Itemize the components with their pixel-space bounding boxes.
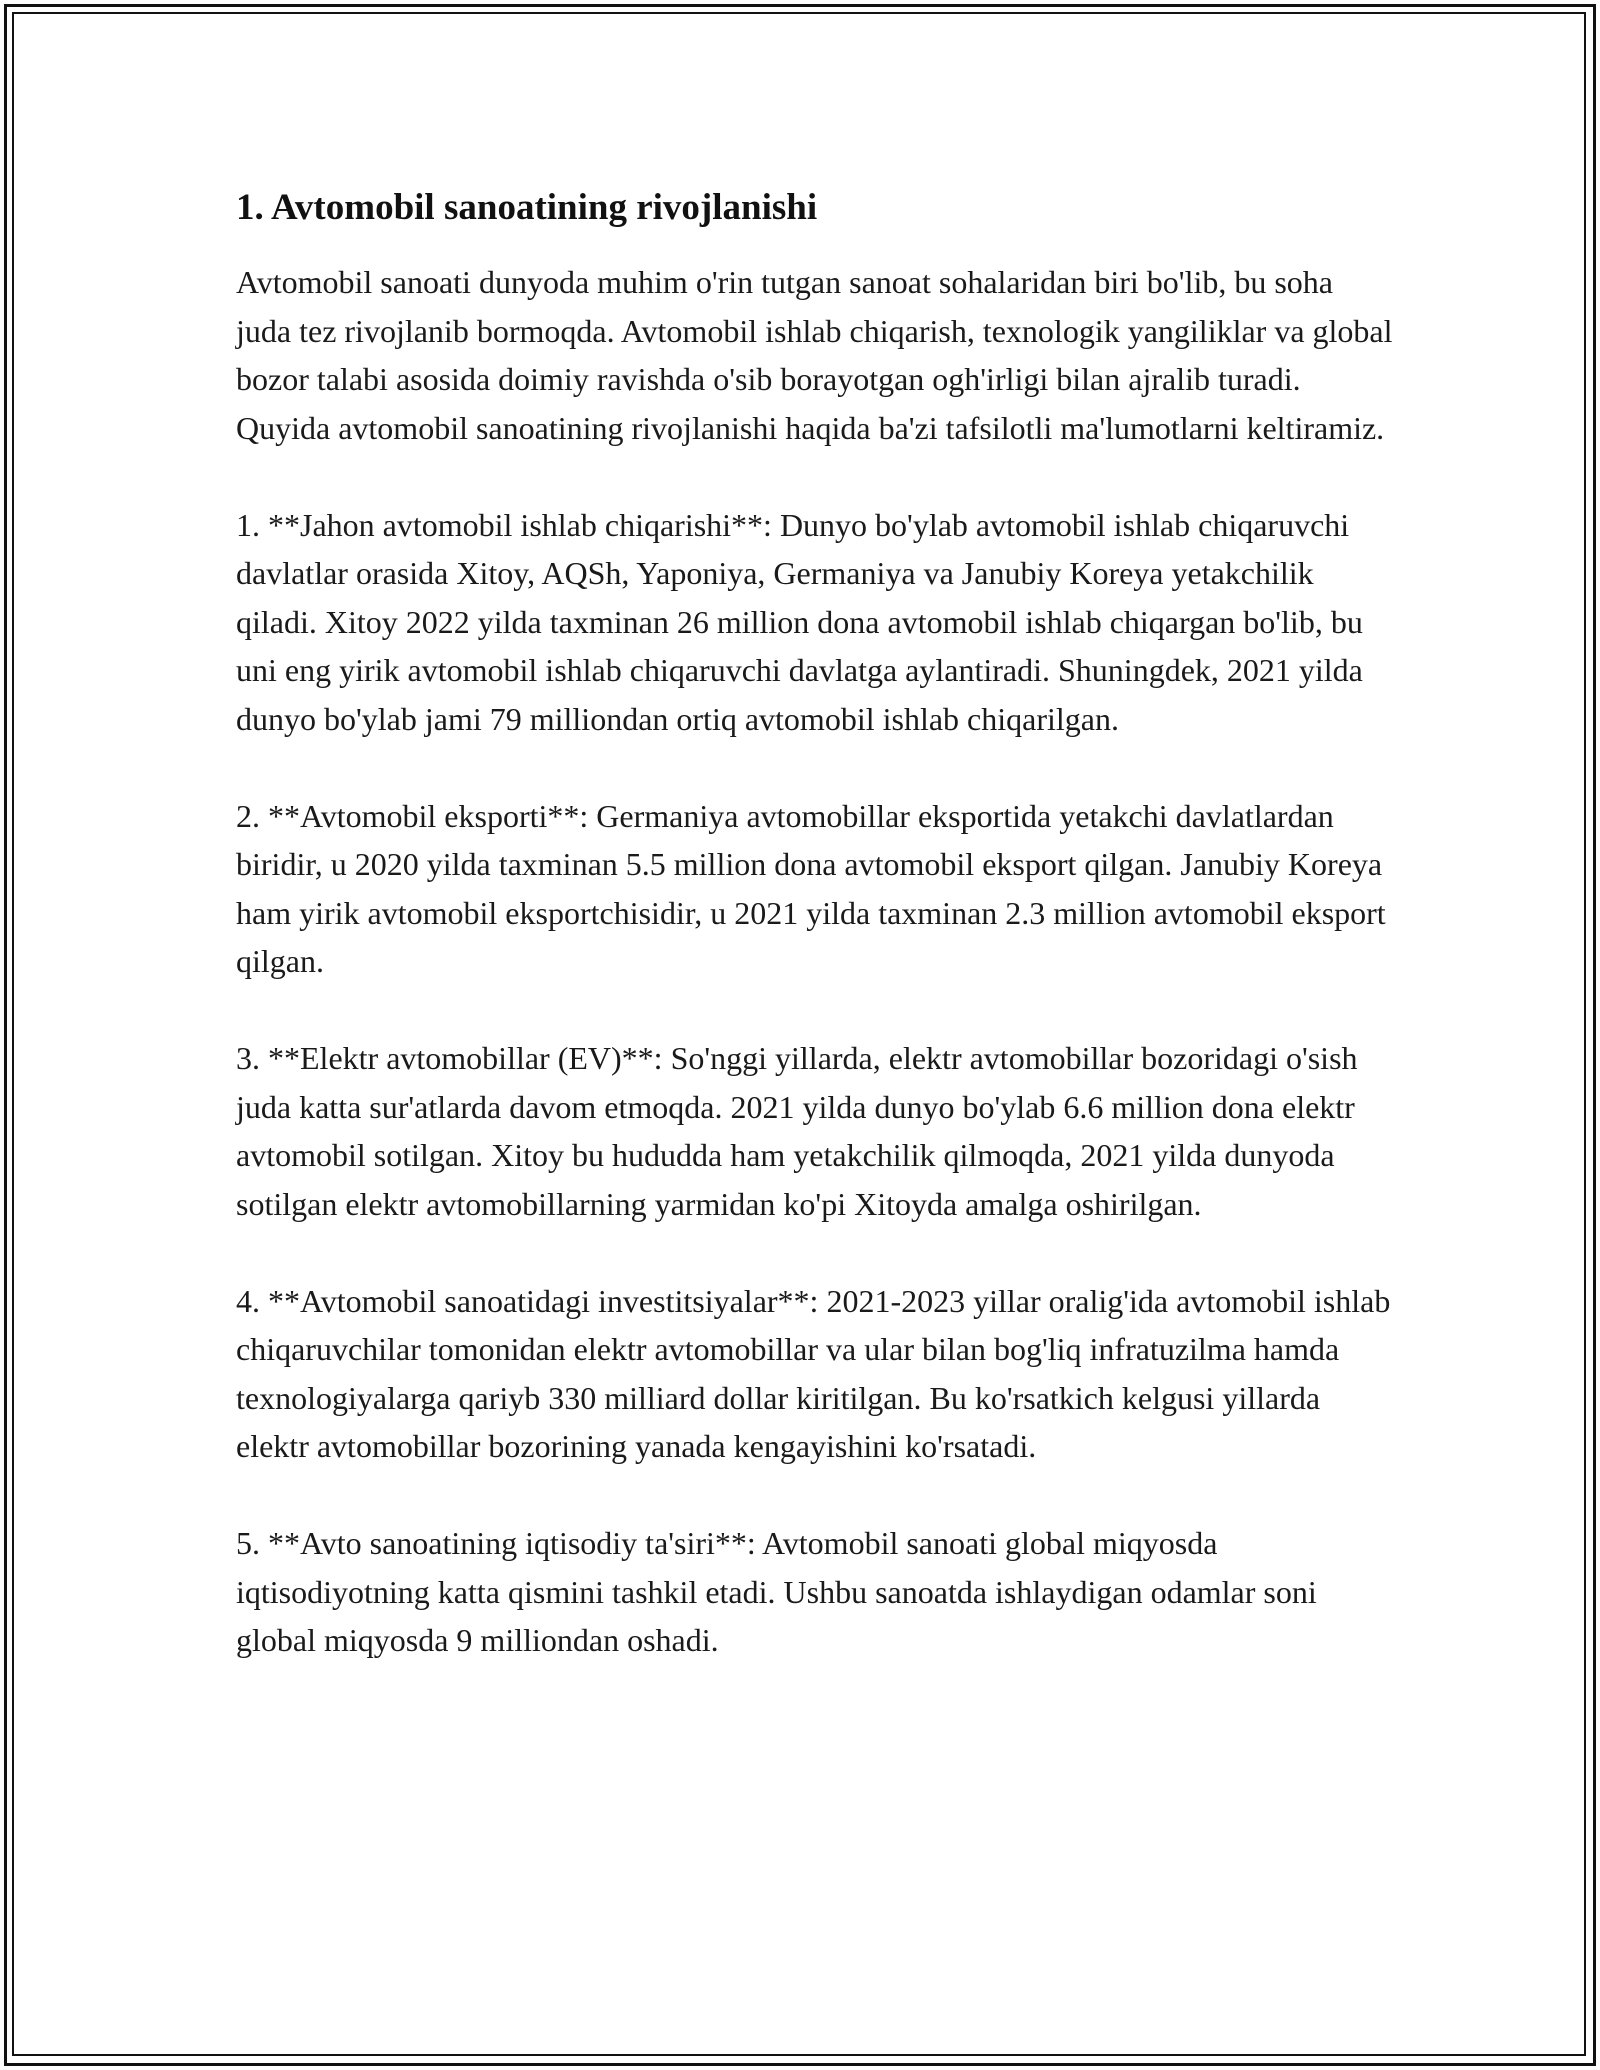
intro-paragraph: Avtomobil sanoati dunyoda muhim o'rin tutgan sanoat sohalaridan biri bo'lib, bu soha juda tez rivojlanib bormoqda. Avtomobil ishlab chiqarish, texnologik yangiliklar va global bozor talabi asosida doimiy ravishda o'sib borayotgan ogh'irligi bilan ajralib turadi. Quyida avtomobil sanoatining rivojlanishi haqida ba'zi tafsilotli ma'lumotlarni keltiramiz. (236, 264, 1393, 446)
list-item-export: 2. **Avtomobil eksporti**: Germaniya avtomobillar eksportida yetakchi davlatlardan biridir, u 2020 yilda taxminan 5.5 million dona avtomobil eksport qilgan. Janubiy Koreya ham yirik avtomobil eksportchisidir, u 2021 yilda taxminan 2.3 million avtomobil eksport qilgan. (236, 797, 1386, 979)
section-heading: 1. Avtomobil sanoatining rivojlanishi (236, 187, 818, 228)
list-item-investments: 4. **Avtomobil sanoatidagi investitsiyalar**: 2021-2023 yillar oralig'ida avtomobil ishlab chiqaruvchilar tomonidan elektr avtomobillar va ular bilan bog'liq infratuzilma hamda texnologiyalarga qariyb 330 milliard dollar kiritilgan. Bu ko'rsatkich kelgusi yillarda elektr avtomobillar bozorining yanada kengayishini ko'rsatadi. (236, 1282, 1391, 1464)
list-item-electric-vehicles: 3. **Elektr avtomobillar (EV)**: So'nggi yillarda, elektr avtomobillar bozoridagi o'sish juda katta sur'atlarda davom etmoqda. 2021 yilda dunyo bo'ylab 6.6 million dona elektr avtomobil sotilgan. Xitoy bu hududda ham yetakchilik qilmoqda, 2021 yilda dunyoda sotilgan elektr avtomobillarning yarmidan ko'pi Xitoyda amalga oshirilgan. (236, 1040, 1358, 1222)
document-body (236, 186, 1396, 1665)
list-item-economic-impact: 5. **Avto sanoatining iqtisodiy ta'siri**: Avtomobil sanoati global miqyosda iqtisodiyotning katta qismini tashkil etadi. Ushbu sanoatda ishlaydigan odamlar soni global miqyosda 9 milliondan oshadi. (236, 1525, 1317, 1658)
list-item-production: 1. **Jahon avtomobil ishlab chiqarishi**: Dunyo bo'ylab avtomobil ishlab chiqaruvchi davlatlar orasida Xitoy, AQSh, Yaponiya, Germaniya va Janubiy Koreya yetakchilik qiladi. Xitoy 2022 yilda taxminan 26 million dona avtomobil ishlab chiqargan bo'lib, bu uni eng yirik avtomobil ishlab chiqaruvchi davlatga aylantiradi. Shuningdek, 2021 yilda dunyo bo'ylab jami 79 milliondan ortiq avtomobil ishlab chiqarilgan. (236, 506, 1363, 737)
